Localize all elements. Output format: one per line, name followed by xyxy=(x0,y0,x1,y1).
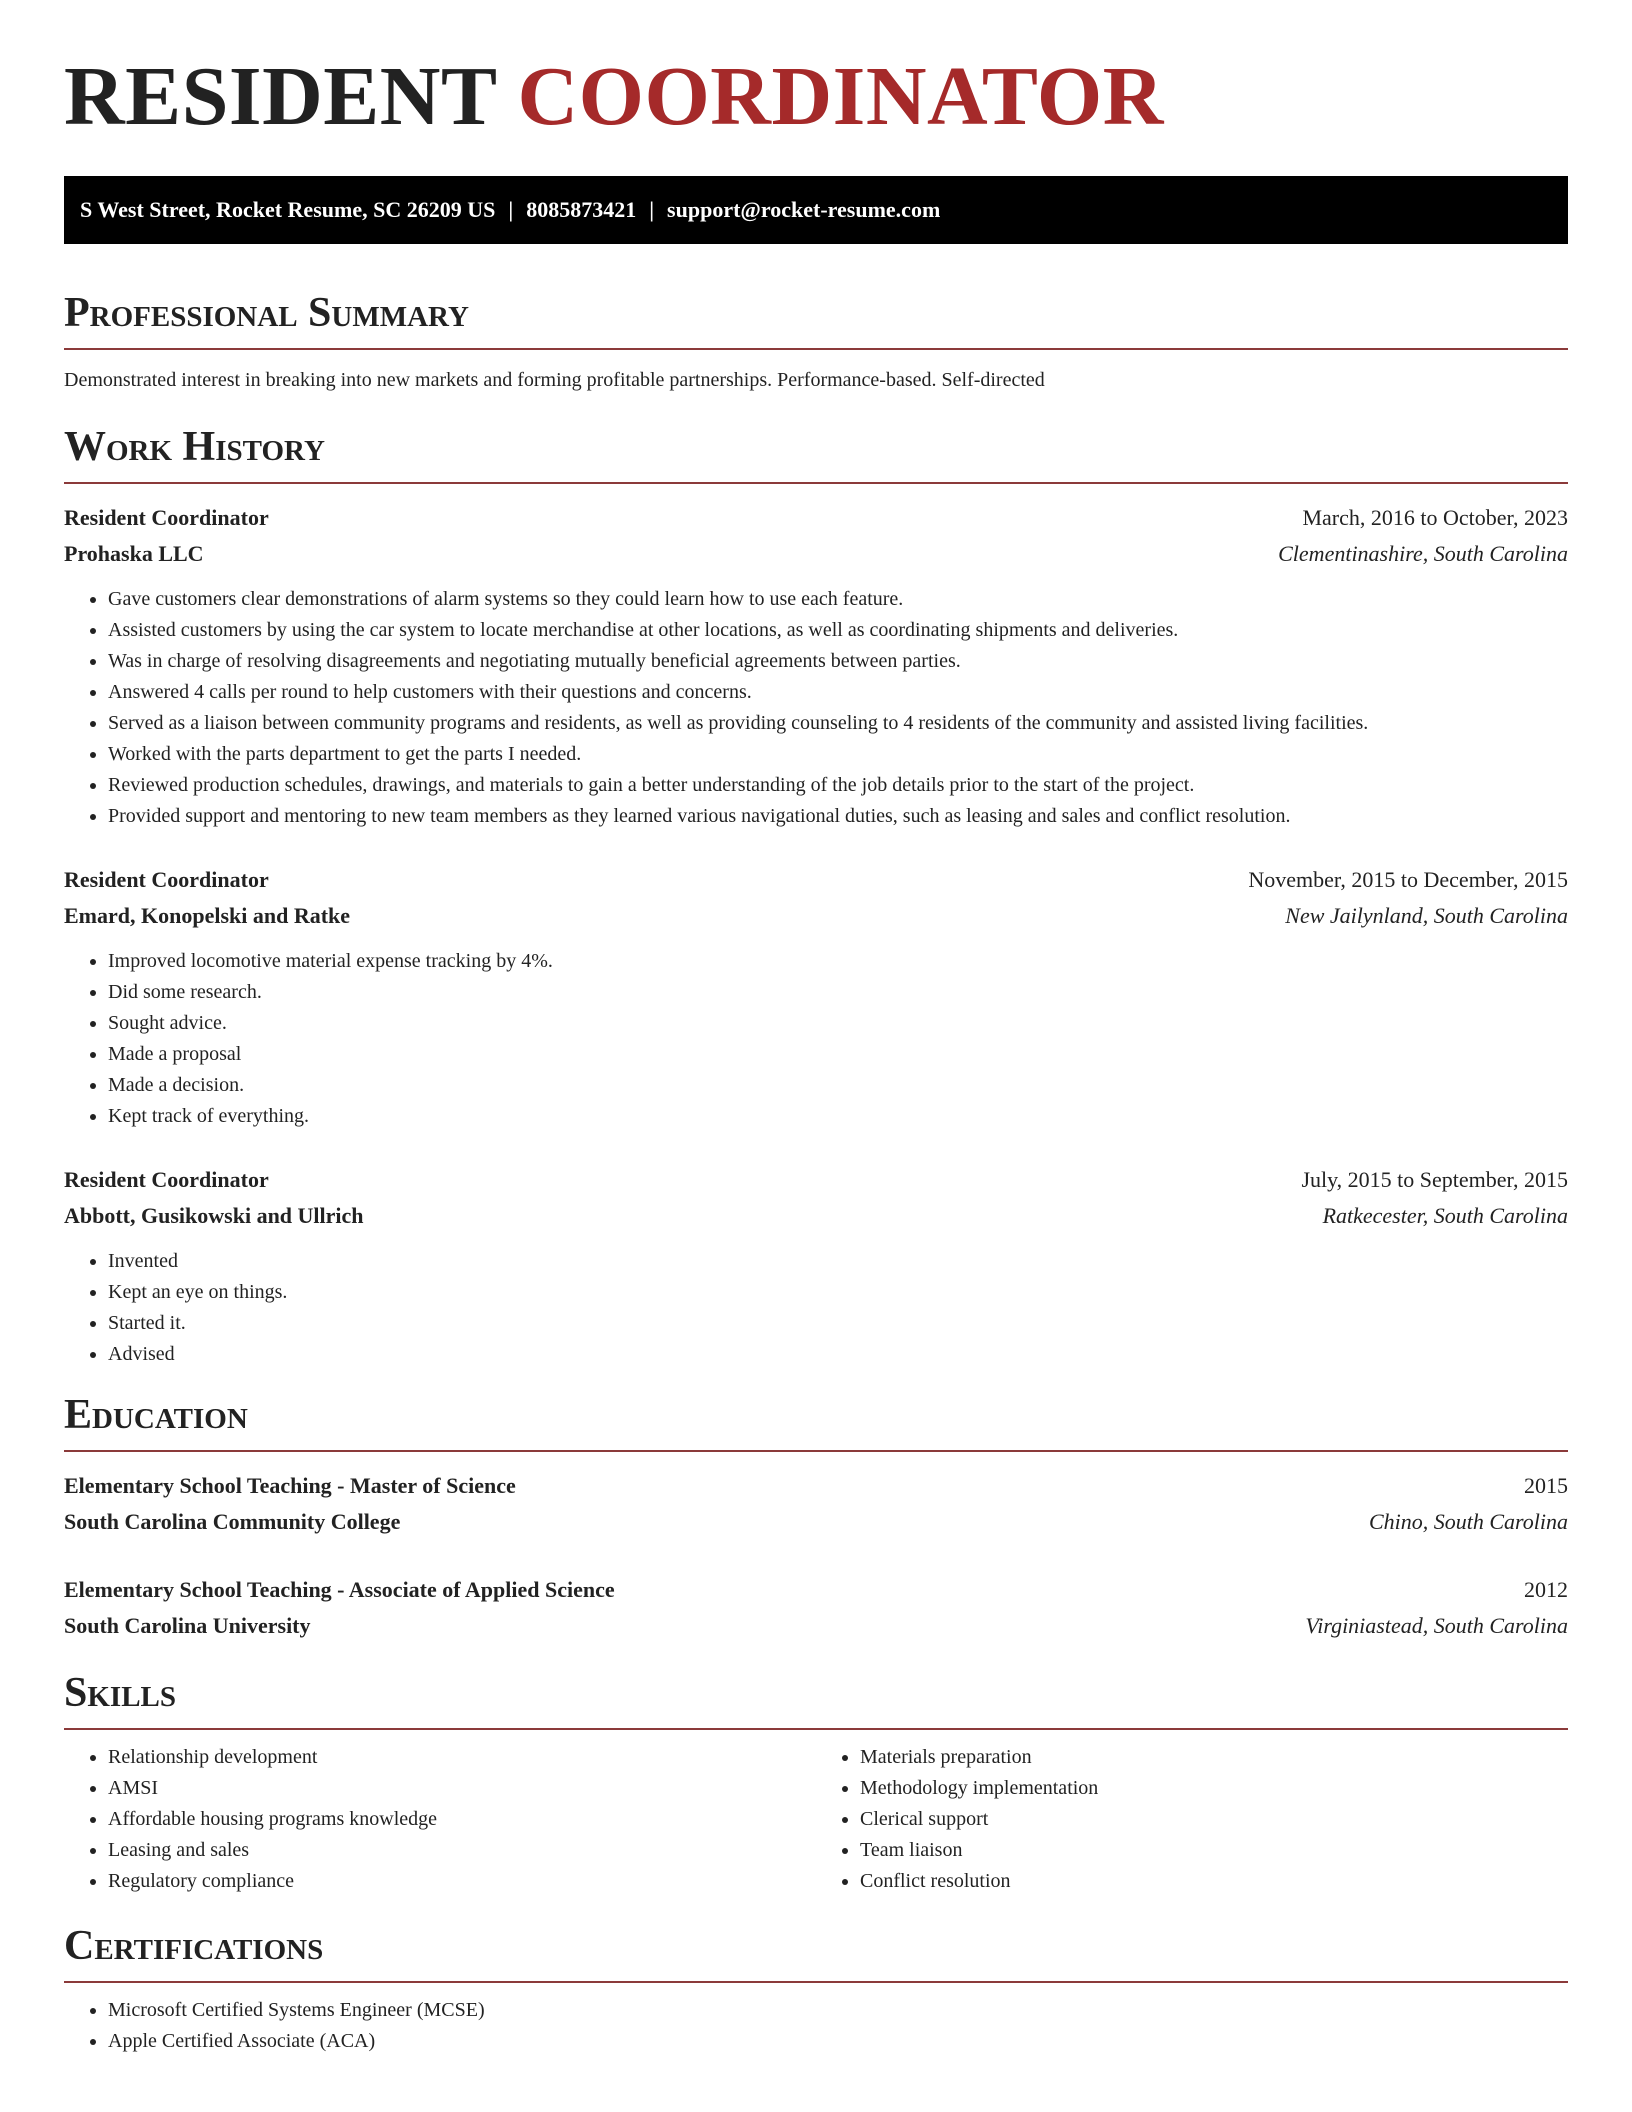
job-header-row xyxy=(64,1162,1568,1198)
certification-item: • Microsoft Certified Systems Engineer (MCSE) xyxy=(108,1995,1568,2026)
work-section xyxy=(64,422,1568,1370)
job-duties xyxy=(64,584,1568,832)
job-entry xyxy=(64,500,1568,832)
contact-separator: | xyxy=(649,197,655,222)
education-school: South Carolina Community College xyxy=(64,1509,401,1534)
list-item: • Improved locomotive material expense tracking by 4%. xyxy=(108,946,1568,977)
section-title-skills: Skills xyxy=(64,1670,177,1716)
section-divider xyxy=(64,1981,1568,1983)
summary-section xyxy=(64,288,1568,394)
job-role: Resident Coordinator xyxy=(64,867,269,892)
job-role: Resident Coordinator xyxy=(64,1167,269,1192)
job-company: Emard, Konopelski and Ratke xyxy=(64,903,351,928)
skills-columns xyxy=(64,1730,1568,1897)
education-school-row xyxy=(64,1608,1568,1644)
job-duties xyxy=(64,946,1568,1132)
skill-item: • Methodology implementation xyxy=(860,1773,1568,1804)
skill-item: • Clerical support xyxy=(860,1804,1568,1835)
job-header-row xyxy=(64,862,1568,898)
education-location: Virginiastead, South Carolina xyxy=(1305,1613,1568,1638)
list-item: • Reviewed production schedules, drawings, and materials to gain a better understanding of the job details prior to the start of the project. xyxy=(108,770,1568,801)
certification-item: • Apple Certified Associate (ACA) xyxy=(108,2026,1568,2057)
job-location: Clementinashire, South Carolina xyxy=(1278,541,1568,566)
skill-item: • Regulatory compliance xyxy=(108,1866,816,1897)
skills-section xyxy=(64,1668,1568,1897)
list-item: • Kept track of everything. xyxy=(108,1101,1568,1132)
job-company-row xyxy=(64,536,1568,572)
list-item: • Made a decision. xyxy=(108,1070,1568,1101)
job-company-row xyxy=(64,898,1568,934)
list-item: • Answered 4 calls per round to help customers with their questions and concerns. xyxy=(108,677,1568,708)
skill-item: • Leasing and sales xyxy=(108,1835,816,1866)
list-item: • Gave customers clear demonstrations of alarm systems so they could learn how to use each feature. xyxy=(108,584,1568,615)
job-location: Ratkecester, South Carolina xyxy=(1322,1203,1568,1228)
education-header-row xyxy=(64,1572,1568,1608)
job-entry xyxy=(64,862,1568,1132)
skill-item: • Team liaison xyxy=(860,1835,1568,1866)
list-item: • Invented xyxy=(108,1246,1568,1277)
list-item: • Made a proposal xyxy=(108,1039,1568,1070)
list-item: • Started it. xyxy=(108,1308,1568,1339)
summary-text: Demonstrated interest in breaking into new markets and forming profitable partnerships. Performance-based. Self-directed xyxy=(64,369,1045,391)
contact-separator: | xyxy=(508,197,514,222)
list-item: • Served as a liaison between community programs and residents, as well as providing counseling to 4 residents of the community and assisted living facilities. xyxy=(108,708,1568,739)
education-school-row xyxy=(64,1504,1568,1540)
resume-name xyxy=(64,0,1568,142)
job-company: Prohaska LLC xyxy=(64,541,204,566)
skill-item: • AMSI xyxy=(108,1773,816,1804)
skills-list-right xyxy=(816,1742,1568,1897)
education-section xyxy=(64,1390,1568,1644)
contact-phone: 8085873421 xyxy=(526,197,637,222)
contact-bar xyxy=(64,176,1568,244)
skill-item: • Relationship development xyxy=(108,1742,816,1773)
education-year: 2015 xyxy=(1524,1473,1568,1498)
certifications-section xyxy=(64,1921,1568,2057)
name-first: RESIDENT xyxy=(64,50,496,143)
section-title-summary: Professional Summary xyxy=(64,290,469,336)
job-dates: November, 2015 to December, 2015 xyxy=(1248,867,1568,892)
list-item: • Assisted customers by using the car system to locate merchandise at other locations, as well as coordinating shipments and deliveries. xyxy=(108,615,1568,646)
list-item: • Worked with the parts department to get the parts I needed. xyxy=(108,739,1568,770)
section-title-work: Work History xyxy=(64,424,325,470)
list-item: • Sought advice. xyxy=(108,1008,1568,1039)
section-divider xyxy=(64,348,1568,350)
skill-item: • Materials preparation xyxy=(860,1742,1568,1773)
job-company: Abbott, Gusikowski and Ullrich xyxy=(64,1203,364,1228)
education-location: Chino, South Carolina xyxy=(1368,1509,1568,1534)
education-degree: Elementary School Teaching - Associate of Applied Science xyxy=(64,1577,615,1602)
skill-item: • Affordable housing programs knowledge xyxy=(108,1804,816,1835)
section-divider xyxy=(64,482,1568,484)
job-location: New Jailynland, South Carolina xyxy=(1285,903,1568,928)
section-title-education: Education xyxy=(64,1392,248,1438)
list-item: • Provided support and mentoring to new team members as they learned various navigational duties, such as leasing and sales and conflict resolution. xyxy=(108,801,1568,832)
skills-list-left xyxy=(64,1742,816,1897)
education-school: South Carolina University xyxy=(64,1613,311,1638)
job-entry xyxy=(64,1162,1568,1370)
contact-address: S West Street, Rocket Resume, SC 26209 US xyxy=(80,197,496,222)
job-role: Resident Coordinator xyxy=(64,505,269,530)
job-header-row xyxy=(64,500,1568,536)
list-item: • Kept an eye on things. xyxy=(108,1277,1568,1308)
education-degree: Elementary School Teaching - Master of Science xyxy=(64,1473,516,1498)
skill-item: • Conflict resolution xyxy=(860,1866,1568,1897)
section-title-certifications: Certifications xyxy=(64,1923,324,1969)
certifications-list xyxy=(64,1995,1568,2057)
list-item: • Advised xyxy=(108,1339,1568,1370)
job-dates: March, 2016 to October, 2023 xyxy=(1302,505,1568,530)
section-divider xyxy=(64,1450,1568,1452)
education-entry xyxy=(64,1572,1568,1644)
contact-email: support@rocket-resume.com xyxy=(667,197,941,222)
education-year: 2012 xyxy=(1524,1577,1568,1602)
education-entry xyxy=(64,1468,1568,1540)
job-duties xyxy=(64,1246,1568,1370)
job-company-row xyxy=(64,1198,1568,1234)
list-item: • Was in charge of resolving disagreements and negotiating mutually beneficial agreements between parties. xyxy=(108,646,1568,677)
job-dates: July, 2015 to September, 2015 xyxy=(1301,1167,1568,1192)
education-header-row xyxy=(64,1468,1568,1504)
name-last: COORDINATOR xyxy=(517,50,1164,143)
list-item: • Did some research. xyxy=(108,977,1568,1008)
